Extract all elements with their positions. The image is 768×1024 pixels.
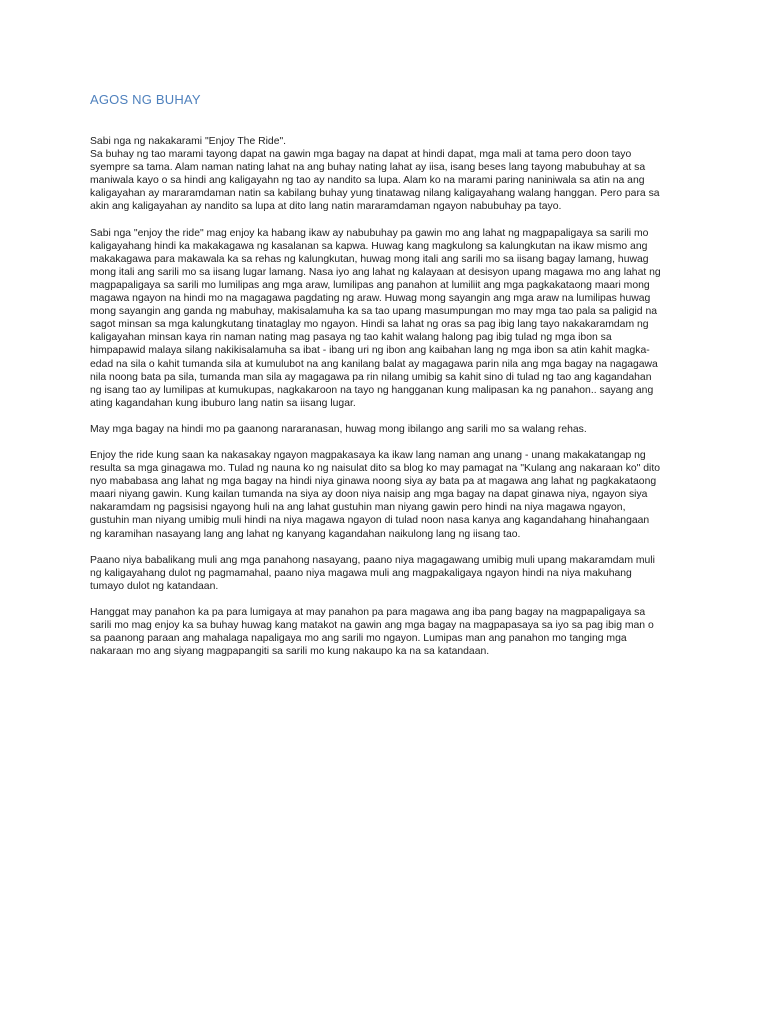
paragraph-1: Sabi nga ng nakakarami "Enjoy The Ride". Sa buhay ng tao marami tayong dapat na gawin mga bagay na dapat at hindi dapat, mga mali at tama pero doon tayo syempre sa tama. Alam naman nating lahat na ang buhay nating lahat ay iisa, isang beses lang tayong mabubuhay at sa maniwala kayo o sa hindi ang kaligayahn ng tao ay nandito sa lupa. Alam ko na marami paring naniniwala sa atin na ang kaligayahan ay mararamdaman natin sa kabilang buhay yung tinatawag nilang kaligayahang walang hanggan. Pero para sa akin ang kaligayahan ay nandito sa lupa at dito lang natin mararamdaman ngayon nabubuhay pa tayo. <box>90 136 660 213</box>
paragraph-3: May mga bagay na hindi mo pa gaanong nararanasan, huwag mong ibilango ang sarili mo sa walang rehas. <box>90 423 587 435</box>
document-title: AGOS NG BUHAY <box>90 92 201 107</box>
paragraph-5: Paano niya babalikang muli ang mga panahong nasayang, paano niya magagawang umibig muli upang makaramdam muli ng kaligayahang dulot ng pagmamahal, paano niya magawa muli ang magpakaligaya ngayon hindi na niya makuhang tumayo dulot ng katandaan. <box>90 554 655 592</box>
paragraph-4: Enjoy the ride kung saan ka nakasakay ngayon magpakasaya ka ikaw lang naman ang unang - unang makakatangap ng resulta sa mga ginagawa mo. Tulad ng nauna ko ng naisulat dito sa blog ko may pamagat na "Kulang ang nakaraan ko" dito nyo mababasa ang lahat ng mga bagay na hindi niya ginawa noong siya ay bata pa at magawa ang lahat ng pagkakataong maari niyang gawin. Kung kailan tumanda na siya ay doon niya naisip ang mga bagay na dapat ginawa niya, ngayon siya nakaramdam ng pagsisisi ngayong huli na ang lahat gustuhin man niyang gawin pero hindi na niya magawa ngayon, gustuhin man niyang umibig muli hindi na niya magawa ngayon di tulad noon nasa kanya ang kagandahang hinahangaan ng karamihan nasayang lang ang lahat ng kanyang kagandahan naikulong lang ng iisang tao. <box>90 449 660 540</box>
paragraph-6: Hanggat may panahon ka pa para lumigaya at may panahon pa para magawa ang iba pang bagay na magpapaligaya sa sarili mo mag enjoy ka sa buhay huwag kang matakot na gawin ang mga bagay na magpapasaya sa iyo sa pag ibig man o sa paanong paraan ang mahalaga napaligaya mo ang sarili mo ngayon. Lumipas man ang panahon mo tanging mga nakaraan mo ang siyang magpapangiti sa sarili mo kung nakaupo ka na sa katandaan. <box>90 606 654 658</box>
paragraph-2: Sabi nga "enjoy the ride" mag enjoy ka habang ikaw ay nabubuhay pa gawin mo ang lahat ng magpapaligaya sa sarili mo kaligayahang hindi ka makakagawa ng kasalanan sa kapwa. Huwag kang magkulong sa kalungkutan na ikaw mismo ang makakagawa para makawala ka sa rehas ng kalungkutan, huwag mong itali ang sarili mo sa iisang bagay lamang, huwag mong itali ang sarili mo sa iisang lugar lamang. Nasa iyo ang lahat ng kalayaan at desisyon upang magawa mo ang lahat ng magpapaligaya sa sarili mo lumilipas ang mga araw, lumilipas ang panahon at lumiliit ang mga pagkakataong maari mong magawa ngayon na hindi mo na magagawa pagdating ng araw. Huwag mong sayangin ang mga araw na lumilipas huwag mong sayangin ang ganda ng mabuhay, makisalamuha ka sa tao upang masumpungan mo may mga tao pala sa paligid na sagot minsan sa mga kalungkutang tinataglay mo ngayon. Hindi sa lahat ng oras sa pag ibig lang tayo nakakaramdam ng kaligayahan minsan kaya rin naman nating mag pasaya ng tao kahit walang halong pag ibig tulad ng mga ibon sa himpapawid malaya silang nakikisalamuha sa ibat - ibang uri ng ibon ang kaibahan lang ng mga ibon sa atin kahit magka- edad na sila o kahit tumanda sila at kumulubot na ang kanilang balat ay magagawa parin nila ang mga bagay na nagagawa nila noong bata pa sila, tumanda man sila ay magagawa pa rin nilang umibig sa kahit sino di tulad ng tao ang kagandahan ng isang tao ay lumilipas at kumukupas, nagkakaroon na tayo ng hangganan kung malipasan ka ng panahon.. sayang ang ating kagandahan kung ibuburo lang natin sa iisang lugar. <box>90 227 661 409</box>
document-page <box>90 92 682 671</box>
